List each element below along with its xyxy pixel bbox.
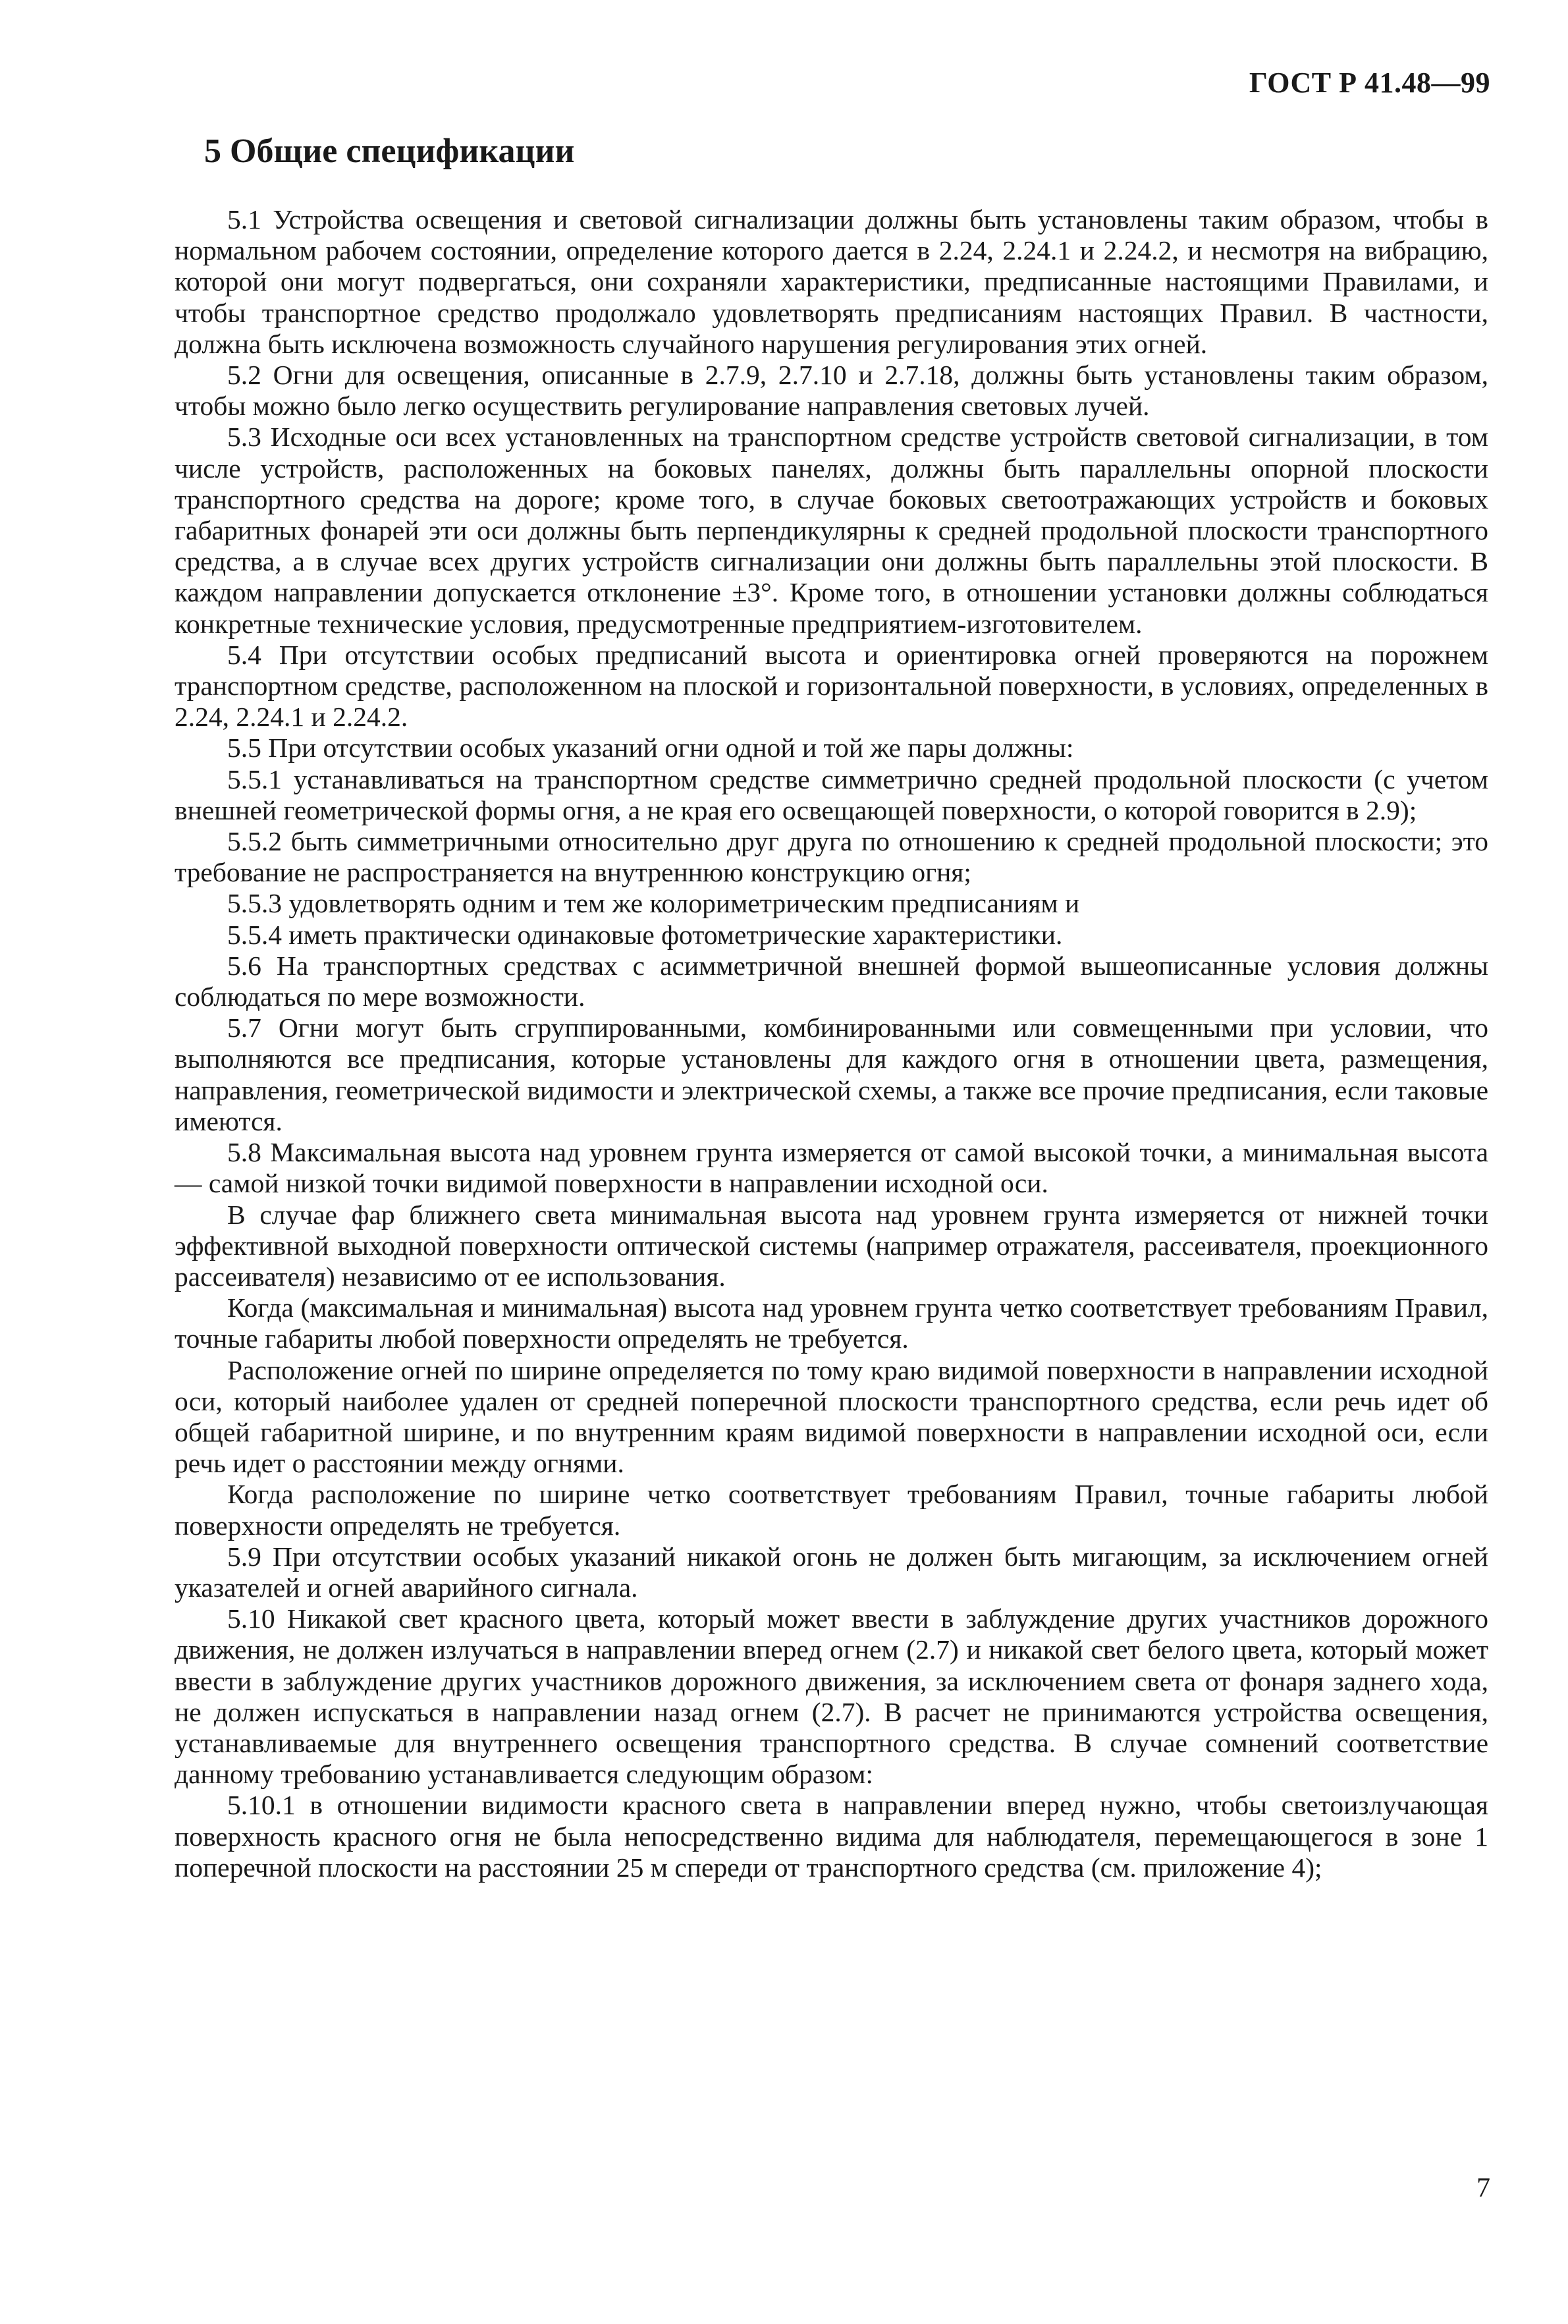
- paragraph-5-4: 5.4 При отсутствии особых предписаний высота и ориентировка огней проверяются на порожнем транспортном средстве, расположенном на плоской и горизонтальной поверхности, в условиях, определенных в 2.24, 2.24.1 и 2.24.2.: [175, 639, 1488, 733]
- paragraph-5-9: 5.9 При отсутствии особых указаний никакой огонь не должен быть мигающим, за исключением огней указателей и огней аварийного сигнала.: [175, 1541, 1488, 1603]
- paragraph-5-7: 5.7 Огни могут быть сгруппированными, комбинированными или совмещенными при условии, что выполняются все предписания, которые установлены для каждого огня в отношении цвета, размещения, направления, геометрической видимости и электрической схемы, а также все прочие предписания, если таковые имеются.: [175, 1012, 1488, 1136]
- paragraph-5-10-1: 5.10.1 в отношении видимости красного света в направлении вперед нужно, чтобы светоизлучающая поверхность красного огня не была непосредственно видима для наблюдателя, перемещающегося в зоне 1 поперечной плоскости на расстоянии 25 м спереди от транспортного средства (см. приложение 4);: [175, 1790, 1488, 1883]
- paragraph-5-5-2: 5.5.2 быть симметричными относительно друг друга по отношению к средней продольной плоскости; это требование не распространяется на внутреннюю конструкцию огня;: [175, 826, 1488, 888]
- paragraph-5-5-4: 5.5.4 иметь практически одинаковые фотометрические характеристики.: [227, 919, 1063, 950]
- paragraph-5-6: 5.6 На транспортных средствах с асимметричной внешней формой вышеописанные условия должны соблюдаться по мере возможности.: [175, 950, 1488, 1012]
- paragraph-5-8-height: Когда (максимальная и минимальная) высота над уровнем грунта четко соответствует требованиям Правил, точные габариты любой поверхности определять не требуется.: [175, 1292, 1488, 1354]
- paragraph-5-5-1: 5.5.1 устанавливаться на транспортном средстве симметрично средней продольной плоскости (с учетом внешней геометрической формы огня, а не края его освещающей поверхности, о которой говорится в 2.9);: [175, 763, 1488, 825]
- paragraph-5-8: 5.8 Максимальная высота над уровнем грунта измеряется от самой высокой точки, а минимальная высота — самой низкой точки видимой поверхности в направлении исходной оси.: [175, 1137, 1488, 1199]
- paragraph-5-8-width-compliance: Когда расположение по ширине четко соответствует требованиям Правил, точные габариты любой поверхности определять не требуется.: [175, 1479, 1488, 1541]
- document-standard-code: ГОСТ Р 41.48—99: [1249, 67, 1490, 99]
- paragraph-5-8-low-beam: В случае фар ближнего света минимальная высота над уровнем грунта измеряется от нижней точки эффективной выходной поверхности оптической системы (например отражателя, рассеивателя, проекционного рассеивателя) независимо от ее использования.: [175, 1199, 1488, 1292]
- paragraph-5-5-3: 5.5.3 удовлетворять одним и тем же колориметрическим предписаниям и: [227, 888, 1080, 919]
- document-body: [175, 204, 1488, 1883]
- paragraph-5-3: 5.3 Исходные оси всех установленных на транспортном средстве устройств световой сигнализации, в том числе устройств, расположенных на боковых панелях, должны быть параллельны опорной плоскости транспортного средства на дороге; кроме того, в случае боковых светоотражающих устройств и боковых габаритных фонарей эти оси должны быть перпендикулярны к средней продольной плоскости транспортного средства, а в случае всех других устройств сигнализации они должны быть параллельны этой плоскости. В каждом направлении допускается отклонение ±3°. Кроме того, в отношении установки должны соблюдаться конкретные технические условия, предусмотренные предприятием-изготовителем.: [175, 422, 1488, 639]
- page-number: 7: [1476, 2173, 1490, 2203]
- paragraph-5-2: 5.2 Огни для освещения, описанные в 2.7.9, 2.7.10 и 2.7.18, должны быть установлены таким образом, чтобы можно было легко осуществить регулирование направления световых лучей.: [175, 360, 1488, 422]
- paragraph-5-10: 5.10 Никакой свет красного цвета, который может ввести в заблуждение других участников дорожного движения, не должен излучаться в направлении вперед огнем (2.7) и никакой свет белого цвета, который может ввести в заблуждение других участников дорожного движения, за исключением света от фонаря заднего хода, не должен испускаться в направлении назад огнем (2.7). В расчет не принимаются устройства освещения, устанавливаемые для внутреннего освещения транспортного средства. В случае сомнений соответствие данному требованию устанавливается следующим образом:: [175, 1603, 1488, 1790]
- paragraph-5-5: 5.5 При отсутствии особых указаний огни одной и той же пары должны:: [227, 733, 1074, 763]
- paragraph-5-1: 5.1 Устройства освещения и световой сигнализации должны быть установлены таким образом, чтобы в нормальном рабочем состоянии, определение которого дается в 2.24, 2.24.1 и 2.24.2, и несмотря на вибрацию, которой они могут подвергаться, они сохраняли характеристики, предписанные настоящими Правилами, и чтобы транспортное средство продолжало удовлетворять предписаниям настоящих Правил. В частности, должна быть исключена возможность случайного нарушения регулирования этих огней.: [175, 204, 1488, 359]
- paragraph-5-8-width-position: Расположение огней по ширине определяется по тому краю видимой поверхности в направлении исходной оси, который наиболее удален от средней поперечной плоскости транспортного средства, если речь идет об общей габаритной ширине, и по внутренним краям видимой поверхности в направлении исходной оси, если речь идет о расстоянии между огнями.: [175, 1354, 1488, 1479]
- section-title: 5 Общие спецификации: [204, 132, 575, 170]
